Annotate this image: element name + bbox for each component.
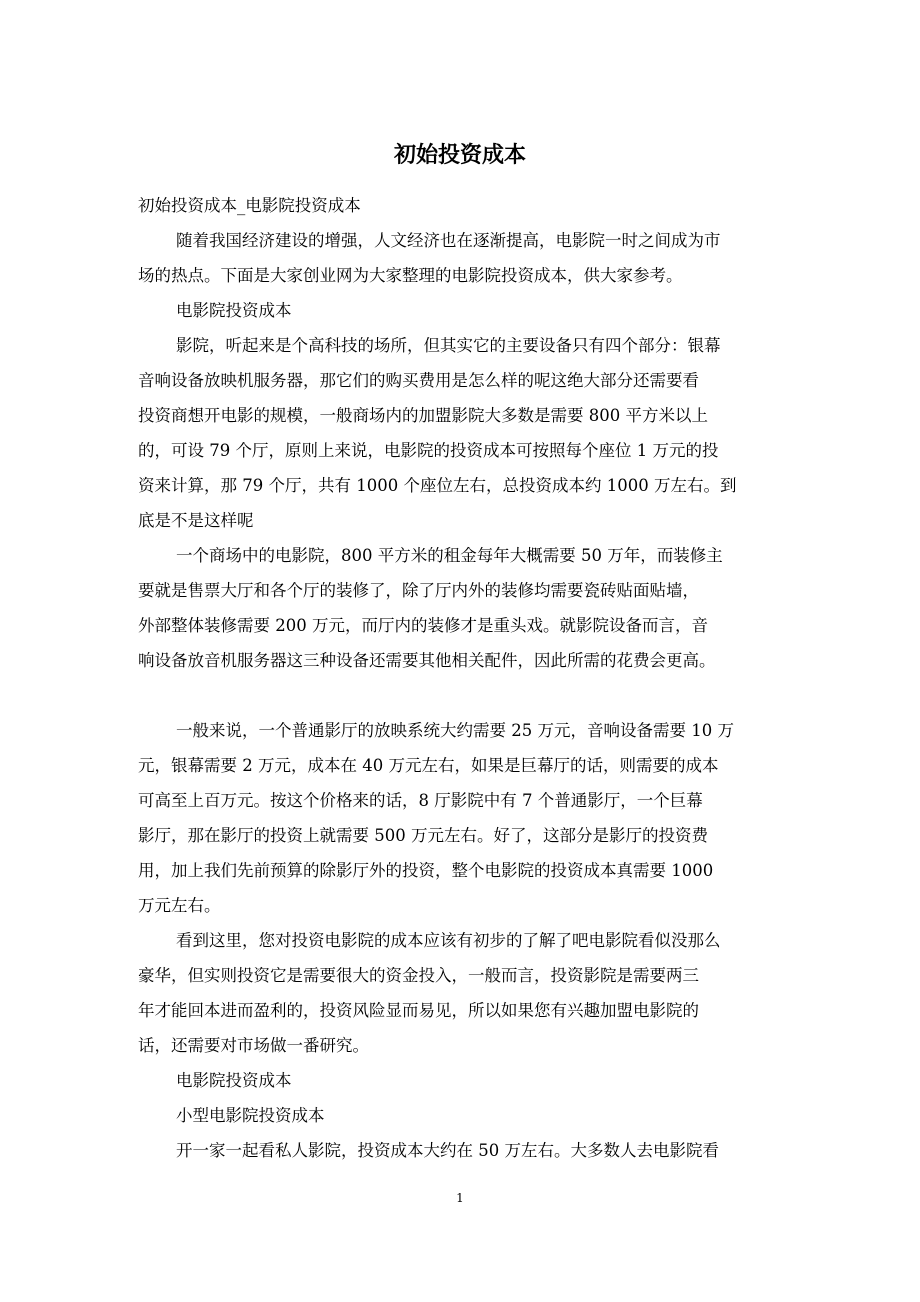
paragraph-line: 初始投资成本_电影院投资成本 (138, 196, 361, 215)
page-number: 1 (456, 1191, 464, 1205)
paragraph-line: 元，银幕需要 2 万元，成本在 40 万元左右，如果是巨幕厅的话，则需要的成本 (138, 756, 719, 775)
paragraph-line: 的，可设 79 个厅，原则上来说，电影院的投资成本可按照每个座位 1 万元的投 (138, 441, 719, 460)
paragraph-line: 资来计算，那 79 个厅，共有 1000 个座位左右，总投资成本约 1000 万左右。到 (138, 476, 737, 495)
paragraph-line: 场的热点。下面是大家创业网为大家整理的电影院投资成本，供大家参考。 (138, 266, 683, 285)
paragraph-line: 要就是售票大厅和各个厅的装修了，除了厅内外的装修均需要瓷砖贴面贴墙， (138, 581, 699, 600)
paragraph-line: 电影院投资成本 (176, 301, 292, 320)
paragraph-gap (138, 678, 790, 713)
paragraph-line: 年才能回本进而盈利的，投资风险显而易见，所以如果您有兴趣加盟电影院的 (138, 1001, 699, 1020)
paragraph-line: 一般来说，一个普通影厅的放映系统大约需要 25 万元，音响设备需要 10 万 (176, 721, 734, 740)
paragraph-line: 响设备放音机服务器这三种设备还需要其他相关配件，因此所需的花费会更高。 (138, 651, 716, 670)
paragraph-line: 投资商想开电影的规模，一般商场内的加盟影院大多数是需要 800 平方米以上 (138, 406, 708, 425)
paragraph-line: 底是不是这样呢 (138, 511, 254, 530)
paragraph-line: 用，加上我们先前预算的除影厅外的投资，整个电影院的投资成本真需要 1000 (138, 861, 714, 880)
paragraph-line: 开一家一起看私人影院，投资成本大约在 50 万左右。大多数人去电影院看 (176, 1141, 719, 1160)
document-title: 初始投资成本 (393, 142, 526, 168)
paragraph-line: 看到这里，您对投资电影院的成本应该有初步的了解了吧电影院看似没那么 (176, 931, 721, 950)
document-body (138, 188, 790, 1168)
paragraph-line: 话，还需要对市场做一番研究。 (138, 1036, 369, 1055)
paragraph-line: 一个商场中的电影院，800 平方米的租金每年大概需要 50 万年，而装修主 (176, 546, 723, 565)
paragraph-line: 小型电影院投资成本 (176, 1106, 325, 1125)
paragraph-line: 音响设备放映机服务器，那它们的购买费用是怎么样的呢这绝大部分还需要看 (138, 371, 699, 390)
paragraph-line: 电影院投资成本 (176, 1071, 292, 1090)
paragraph-line: 外部整体装修需要 200 万元，而厅内的装修才是重头戏。就影院设备而言，音 (138, 616, 708, 635)
paragraph-line: 豪华，但实则投资它是需要很大的资金投入，一般而言，投资影院是需要两三 (138, 966, 699, 985)
paragraph-line: 影院，听起来是个高科技的场所，但其实它的主要设备只有四个部分：银幕 (176, 336, 721, 355)
paragraph-line: 影厅，那在影厅的投资上就需要 500 万元左右。好了，这部分是影厅的投资费 (138, 826, 708, 845)
paragraph-line: 万元左右。 (138, 896, 221, 915)
paragraph-line: 随着我国经济建设的增强，人文经济也在逐渐提高，电影院一时之间成为市 (176, 231, 721, 250)
paragraph-line: 可高至上百万元。按这个价格来的话，8 厅影院中有 7 个普通影厅，一个巨幕 (138, 791, 703, 810)
